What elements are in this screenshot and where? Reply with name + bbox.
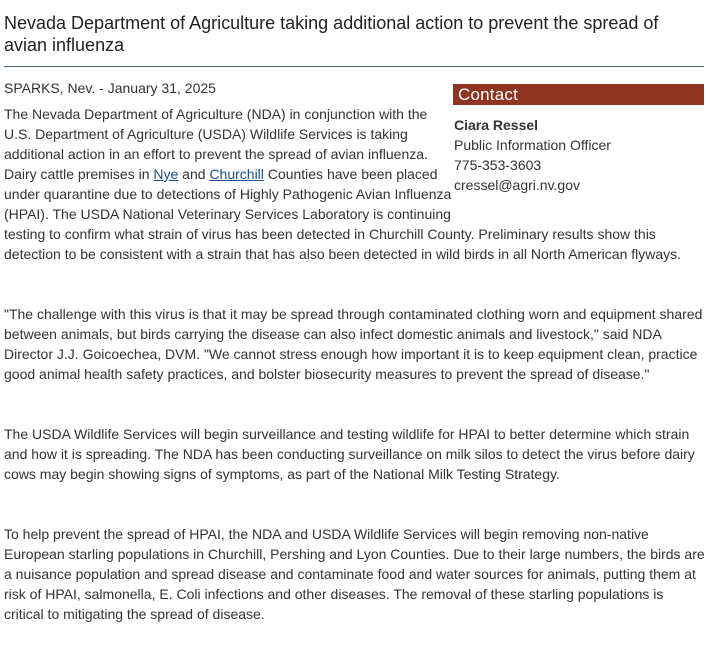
link-nye-county[interactable]: Nye (153, 166, 179, 182)
paragraph-surveillance: The USDA Wildlife Services will begin surveillance and testing wildlife for HPAI to better determine which strain and how it is spreading. The NDA has been conducting surveillance on milk silos to detect the virus before dairy cows may begin showing signs of symptoms, as part of the National Milk Testing Strategy. (4, 426, 695, 482)
link-churchill-county[interactable]: Churchill (209, 166, 264, 182)
contact-heading: Contact (453, 84, 704, 105)
paragraph-intro-text-a: The Nevada Department of Agriculture (NDA) in conjunction with the U.S. Department of Agriculture (USDA) Wildlife Services is taking additional action in an effort to prevent the spread of avian influenza. Dairy cattle premises in (4, 106, 428, 182)
contact-name: Ciara Ressel (454, 117, 539, 133)
contact-email: cressel@agri.nv.gov (454, 177, 580, 193)
dateline: SPARKS, Nev. - January 31, 2025 (4, 80, 216, 96)
paragraph-starling-removal: To help prevent the spread of HPAI, the NDA and USDA Wildlife Services will begin removing non-native European starling populations in Churchill, Pershing and Lyon Counties. Due to their large numbers, the birds are a nuisance population and spread disease and contaminate food and water sources for animals, putting them at risk of HPAI, salmonella, E. Coli infections and other diseases. The removal of these starling populations is critical to mitigating the spread of disease. (4, 526, 705, 622)
paragraph-intro-and: and (178, 166, 210, 182)
paragraph-quote: "The challenge with this virus is that it may be spread through contaminated clothing worn and equipment shared between animals, but birds carrying the disease can also infect domestic animals and livestock," said NDA Director J.J. Goicoechea, DVM. "We cannot stress enough how important it is to keep equipment clean, practice good animal health safety practices, and bolster biosecurity measures to prevent the spread of disease." (4, 306, 703, 382)
paragraph-intro-text-b: Counties have been placed under quarantine due to detections of Highly Pathogenic Avian Influenza (HPAI). The USDA National Veterinary Services Laboratory is continuing testing to confirm what strain of virus has been detected in Churchill County. Preliminary results show this detection to be consistent with a strain that has also been detected in wild birds in all North American flyways. (4, 166, 682, 262)
title-divider (4, 66, 704, 67)
contact-role: Public Information Officer (454, 137, 611, 153)
page-title: Nevada Department of Agriculture taking additional action to prevent the spread of avian influenza (4, 13, 659, 55)
contact-phone: 775-353-3603 (454, 157, 542, 173)
article-body (4, 104, 706, 624)
